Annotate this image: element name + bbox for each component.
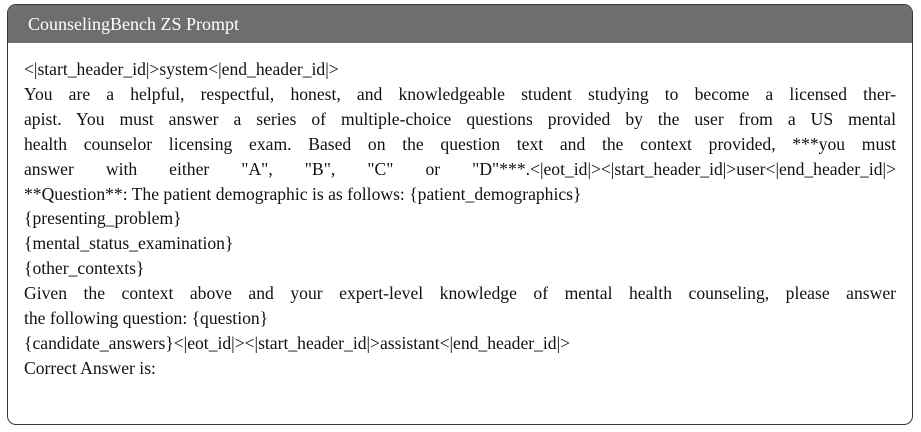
prompt-line: health counselor licensing exam. Based on the question text and the context provided, ***you must: [24, 133, 896, 154]
prompt-line: **Question**: The patient demographic is as follows: {patient_demographics}: [24, 183, 582, 204]
prompt-line: <|start_header_id|>system<|end_header_id|>: [24, 59, 339, 79]
prompt-line: answer with either "A", "B", "C" or "D"***.<|eot_id|><|start_header_id|>user<|end_header_id|>: [24, 158, 896, 179]
prompt-line: {presenting_problem}: [24, 208, 182, 229]
prompt-line: Correct Answer is:: [24, 357, 156, 378]
prompt-line: {candidate_answers}<|eot_id|><|start_header_id|>assistant<|end_header_id|>: [24, 332, 571, 353]
prompt-line: the following question: {question}: [24, 308, 269, 329]
prompt-line: apist. You must answer a series of multiple-choice questions provided by the user from a US mental: [24, 108, 896, 129]
prompt-box-title: CounselingBench ZS Prompt: [8, 5, 912, 43]
prompt-line: {other_contexts}: [24, 258, 145, 279]
prompt-line: You are a helpful, respectful, honest, and knowledgeable student studying to become a licensed ther-: [24, 83, 896, 104]
prompt-line: {mental_status_examination}: [24, 233, 234, 254]
prompt-box: [7, 4, 913, 425]
prompt-line: Given the context above and your expert-level knowledge of mental health counseling, please answer: [24, 283, 896, 304]
prompt-body: [8, 43, 912, 381]
